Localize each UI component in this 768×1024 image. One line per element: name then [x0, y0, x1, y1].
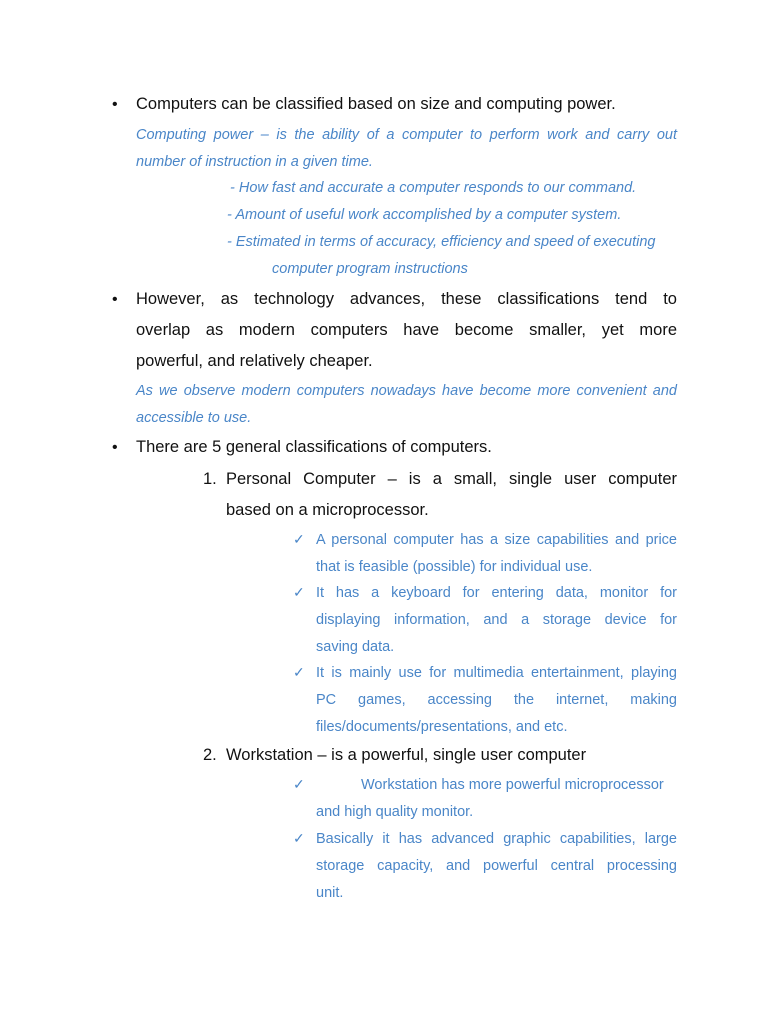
- check-item-text: A personal computer has a size capabilities and price: [316, 532, 677, 548]
- check-item-text: It is mainly use for multimedia entertainment, playing: [316, 665, 677, 681]
- check-item-text: PC games, accessing the internet, making: [316, 692, 677, 708]
- check-item-text: It has a keyboard for entering data, monitor for: [316, 585, 677, 601]
- bullet-text: There are 5 general classifications of computers.: [136, 438, 492, 456]
- bullet-text: Computers can be classified based on size and computing power.: [136, 95, 616, 113]
- numbered-item-text: Workstation – is a powerful, single user computer: [226, 746, 587, 764]
- checkmark-icon: ✓: [293, 584, 305, 600]
- note-line: As we observe modern computers nowadays have become more convenient and: [136, 383, 677, 399]
- check-item-text: Basically it has advanced graphic capabilities, large: [316, 831, 677, 847]
- bullet-icon: •: [112, 439, 118, 456]
- list-number: 2.: [203, 746, 217, 764]
- numbered-item-text: Personal Computer – is a small, single user computer: [226, 470, 677, 488]
- checkmark-icon: ✓: [293, 830, 305, 846]
- check-item-text: displaying information, and a storage device for: [316, 612, 677, 628]
- bullet-icon: •: [112, 291, 118, 308]
- check-item-text: and high quality monitor.: [316, 804, 474, 820]
- check-item-text: unit.: [316, 885, 344, 901]
- check-item-text: storage capacity, and powerful central processing: [316, 858, 677, 874]
- note-subline: - Estimated in terms of accuracy, efficiency and speed of executing: [227, 234, 656, 250]
- checkmark-icon: ✓: [293, 531, 305, 547]
- bullet-text: powerful, and relatively cheaper.: [136, 352, 373, 370]
- check-item-text: Workstation has more powerful microprocessor: [361, 777, 664, 793]
- bullet-text: overlap as modern computers have become smaller, yet more: [136, 321, 677, 339]
- note-subline: - How fast and accurate a computer responds to our command.: [230, 180, 637, 196]
- numbered-item-text: based on a microprocessor.: [226, 501, 429, 519]
- check-item-text: files/documents/presentations, and etc.: [316, 719, 568, 735]
- note-subline: computer program instructions: [272, 261, 468, 277]
- note-line: accessible to use.: [136, 410, 252, 426]
- note-subline: - Amount of useful work accomplished by a computer system.: [227, 207, 622, 223]
- list-number: 1.: [203, 470, 217, 488]
- checkmark-icon: ✓: [293, 776, 305, 792]
- note-line: number of instruction in a given time.: [136, 154, 373, 170]
- bullet-icon: •: [112, 96, 118, 113]
- bullet-text: However, as technology advances, these classifications tend to: [136, 290, 677, 308]
- note-line: Computing power – is the ability of a computer to perform work and carry out: [136, 127, 677, 143]
- checkmark-icon: ✓: [293, 664, 305, 680]
- check-item-text: saving data.: [316, 639, 395, 655]
- check-item-text: that is feasible (possible) for individual use.: [316, 559, 593, 575]
